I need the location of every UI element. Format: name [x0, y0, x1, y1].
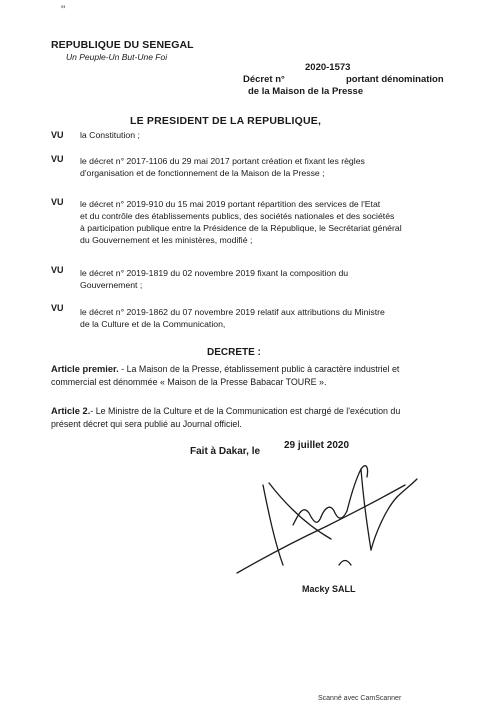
scanner-watermark: Scanné avec CamScanner — [318, 695, 402, 702]
top-mark: " — [61, 3, 66, 17]
vu-label: VU — [51, 130, 64, 140]
article-2-title: Article 2. — [51, 406, 91, 416]
article-1-text: - La Maison de la Presse, établissement public à caractère industriel et — [118, 364, 400, 374]
article-2-line — [51, 405, 471, 417]
decree-number: 2020-1573 — [305, 62, 351, 73]
vu-text-line: le décret n° 2017-1106 du 29 mai 2017 portant création et fixant les règles — [80, 156, 365, 166]
decree-title-line1 — [243, 74, 444, 85]
president-heading: LE PRESIDENT DE LA REPUBLIQUE, — [130, 115, 322, 127]
republic-title: REPUBLIQUE DU SENEGAL — [51, 39, 194, 51]
vu-label: VU — [51, 303, 64, 313]
article-2-text: - Le Ministre de la Culture et de la Communication est chargé de l'exécution du — [90, 406, 401, 416]
vu-text-line: le décret n° 2019-1819 du 02 novembre 2019 fixant la composition du — [80, 268, 349, 278]
vu-label: VU — [51, 265, 64, 275]
vu-text-line: de la Culture et de la Communication, — [80, 319, 226, 329]
article-1-line: commercial est dénommée « Maison de la Presse Babacar TOURE ». — [51, 377, 327, 387]
decrete-heading: DECRETE : — [207, 347, 261, 358]
handwritten-signature — [235, 455, 420, 580]
decree-title-line2: de la Maison de la Presse — [248, 86, 364, 97]
national-motto: Un Peuple-Un But-Une Foi — [66, 52, 168, 62]
signer-name: Macky SALL — [302, 584, 356, 594]
article-2-line: présent décret qui sera publié au Journal officiel. — [51, 419, 242, 429]
vu-text-line: à participation publique entre la Présidence de la République, le Secrétariat général — [80, 223, 402, 233]
vu-label: VU — [51, 154, 64, 164]
vu-text-line: le décret n° 2019-910 du 15 mai 2019 portant répartition des services de l'Etat — [80, 199, 381, 209]
vu-label: VU — [51, 197, 64, 207]
signing-date: 29 juillet 2020 — [284, 440, 350, 451]
decree-label: Décret n° — [243, 74, 285, 85]
vu-text-line: et du contrôle des établissements publics, des sociétés nationales et des sociétés — [80, 211, 395, 221]
vu-text-line: du Gouvernement et les ministères, modifié ; — [80, 235, 253, 245]
vu-text-line: la Constitution ; — [80, 130, 140, 140]
place-of-signing: Fait à Dakar, le — [190, 446, 261, 457]
decree-title-rest: portant dénomination — [346, 74, 444, 85]
article-1-title: Article premier. — [51, 364, 119, 374]
vu-text-line: le décret n° 2019-1862 du 07 novembre 2019 relatif aux attributions du Ministre — [80, 307, 385, 317]
vu-text-line: d'organisation et de fonctionnement de la Maison de la Presse ; — [80, 168, 325, 178]
article-1-line — [51, 363, 471, 375]
vu-text-line: Gouvernement ; — [80, 280, 143, 290]
